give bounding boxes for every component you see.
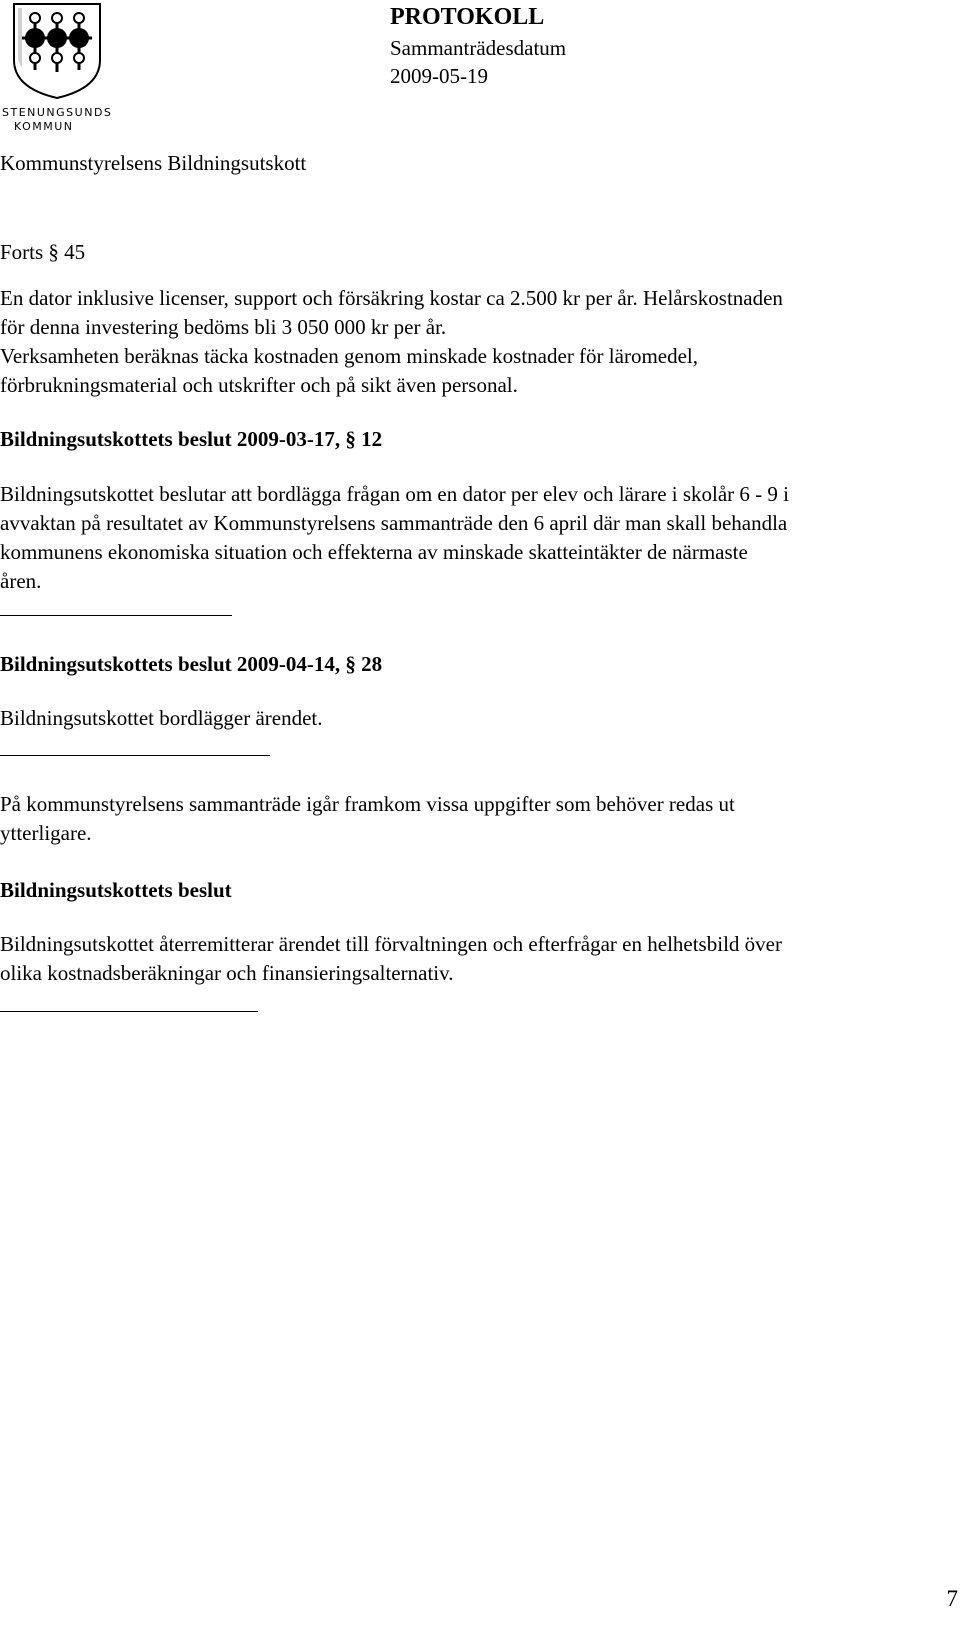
meeting-date-label: Sammanträdesdatum <box>390 36 567 60</box>
decision1-line: Bildningsutskottet beslutar att bordlägga frågan om en dator per elev och lärare i skolår 6 - 9 i <box>0 482 790 506</box>
info-paragraph <box>0 790 735 848</box>
intro-line: En dator inklusive licenser, support och försäkring kostar ca 2.500 kr per år. Helårskostnaden <box>0 286 783 310</box>
committee-name: Kommunstyrelsens Bildningsutskott <box>0 151 307 175</box>
decision2-heading: Bildningsutskottets beslut 2009-04-14, § 28 <box>0 652 383 676</box>
intro-paragraph <box>0 284 783 400</box>
intro-line: för denna investering bedöms bli 3 050 000 kr per år. <box>0 315 447 339</box>
decision1-heading: Bildningsutskottets beslut 2009-03-17, § 12 <box>0 427 383 451</box>
decision3-paragraph <box>0 930 782 988</box>
intro-line: Verksamheten beräknas täcka kostnaden genom minskade kostnader för läromedel, <box>0 344 699 368</box>
decision1-line: kommunens ekonomiska situation och effekterna av minskade skatteintäkter de närmaste <box>0 540 748 564</box>
logo-text-line2: KOMMUN <box>14 120 74 133</box>
decision1-line: åren. <box>0 569 42 593</box>
intro-line: förbrukningsmaterial och utskrifter och på sikt även personal. <box>0 373 518 397</box>
separator-line <box>0 755 270 756</box>
decision1-paragraph <box>0 480 789 596</box>
coat-of-arms-icon <box>0 0 118 135</box>
decision3-heading: Bildningsutskottets beslut <box>0 878 232 902</box>
page-number: 7 <box>946 1586 958 1611</box>
decision2-text: Bildningsutskottet bordlägger ärendet. <box>0 706 323 730</box>
meeting-date: 2009-05-19 <box>390 64 488 88</box>
logo-text-line1: STENUNGSUNDS <box>2 106 113 119</box>
decision3-line: Bildningsutskottet återremitterar ärendet till förvaltningen och efterfrågar en helhetsbild över <box>0 932 782 956</box>
document-title: PROTOKOLL <box>390 4 545 30</box>
decision3-line: olika kostnadsberäkningar och finansieringsalternativ. <box>0 961 454 985</box>
decision1-line: avvaktan på resultatet av Kommunstyrelsens sammanträde den 6 april där man skall behandla <box>0 511 788 535</box>
separator-line <box>0 1011 258 1012</box>
municipality-logo <box>0 0 118 135</box>
info-line: ytterligare. <box>0 821 92 845</box>
info-line: På kommunstyrelsens sammanträde igår framkom vissa uppgifter som behöver redas ut <box>0 792 735 816</box>
separator-line <box>0 615 232 616</box>
section-continuation: Forts § 45 <box>0 240 86 264</box>
